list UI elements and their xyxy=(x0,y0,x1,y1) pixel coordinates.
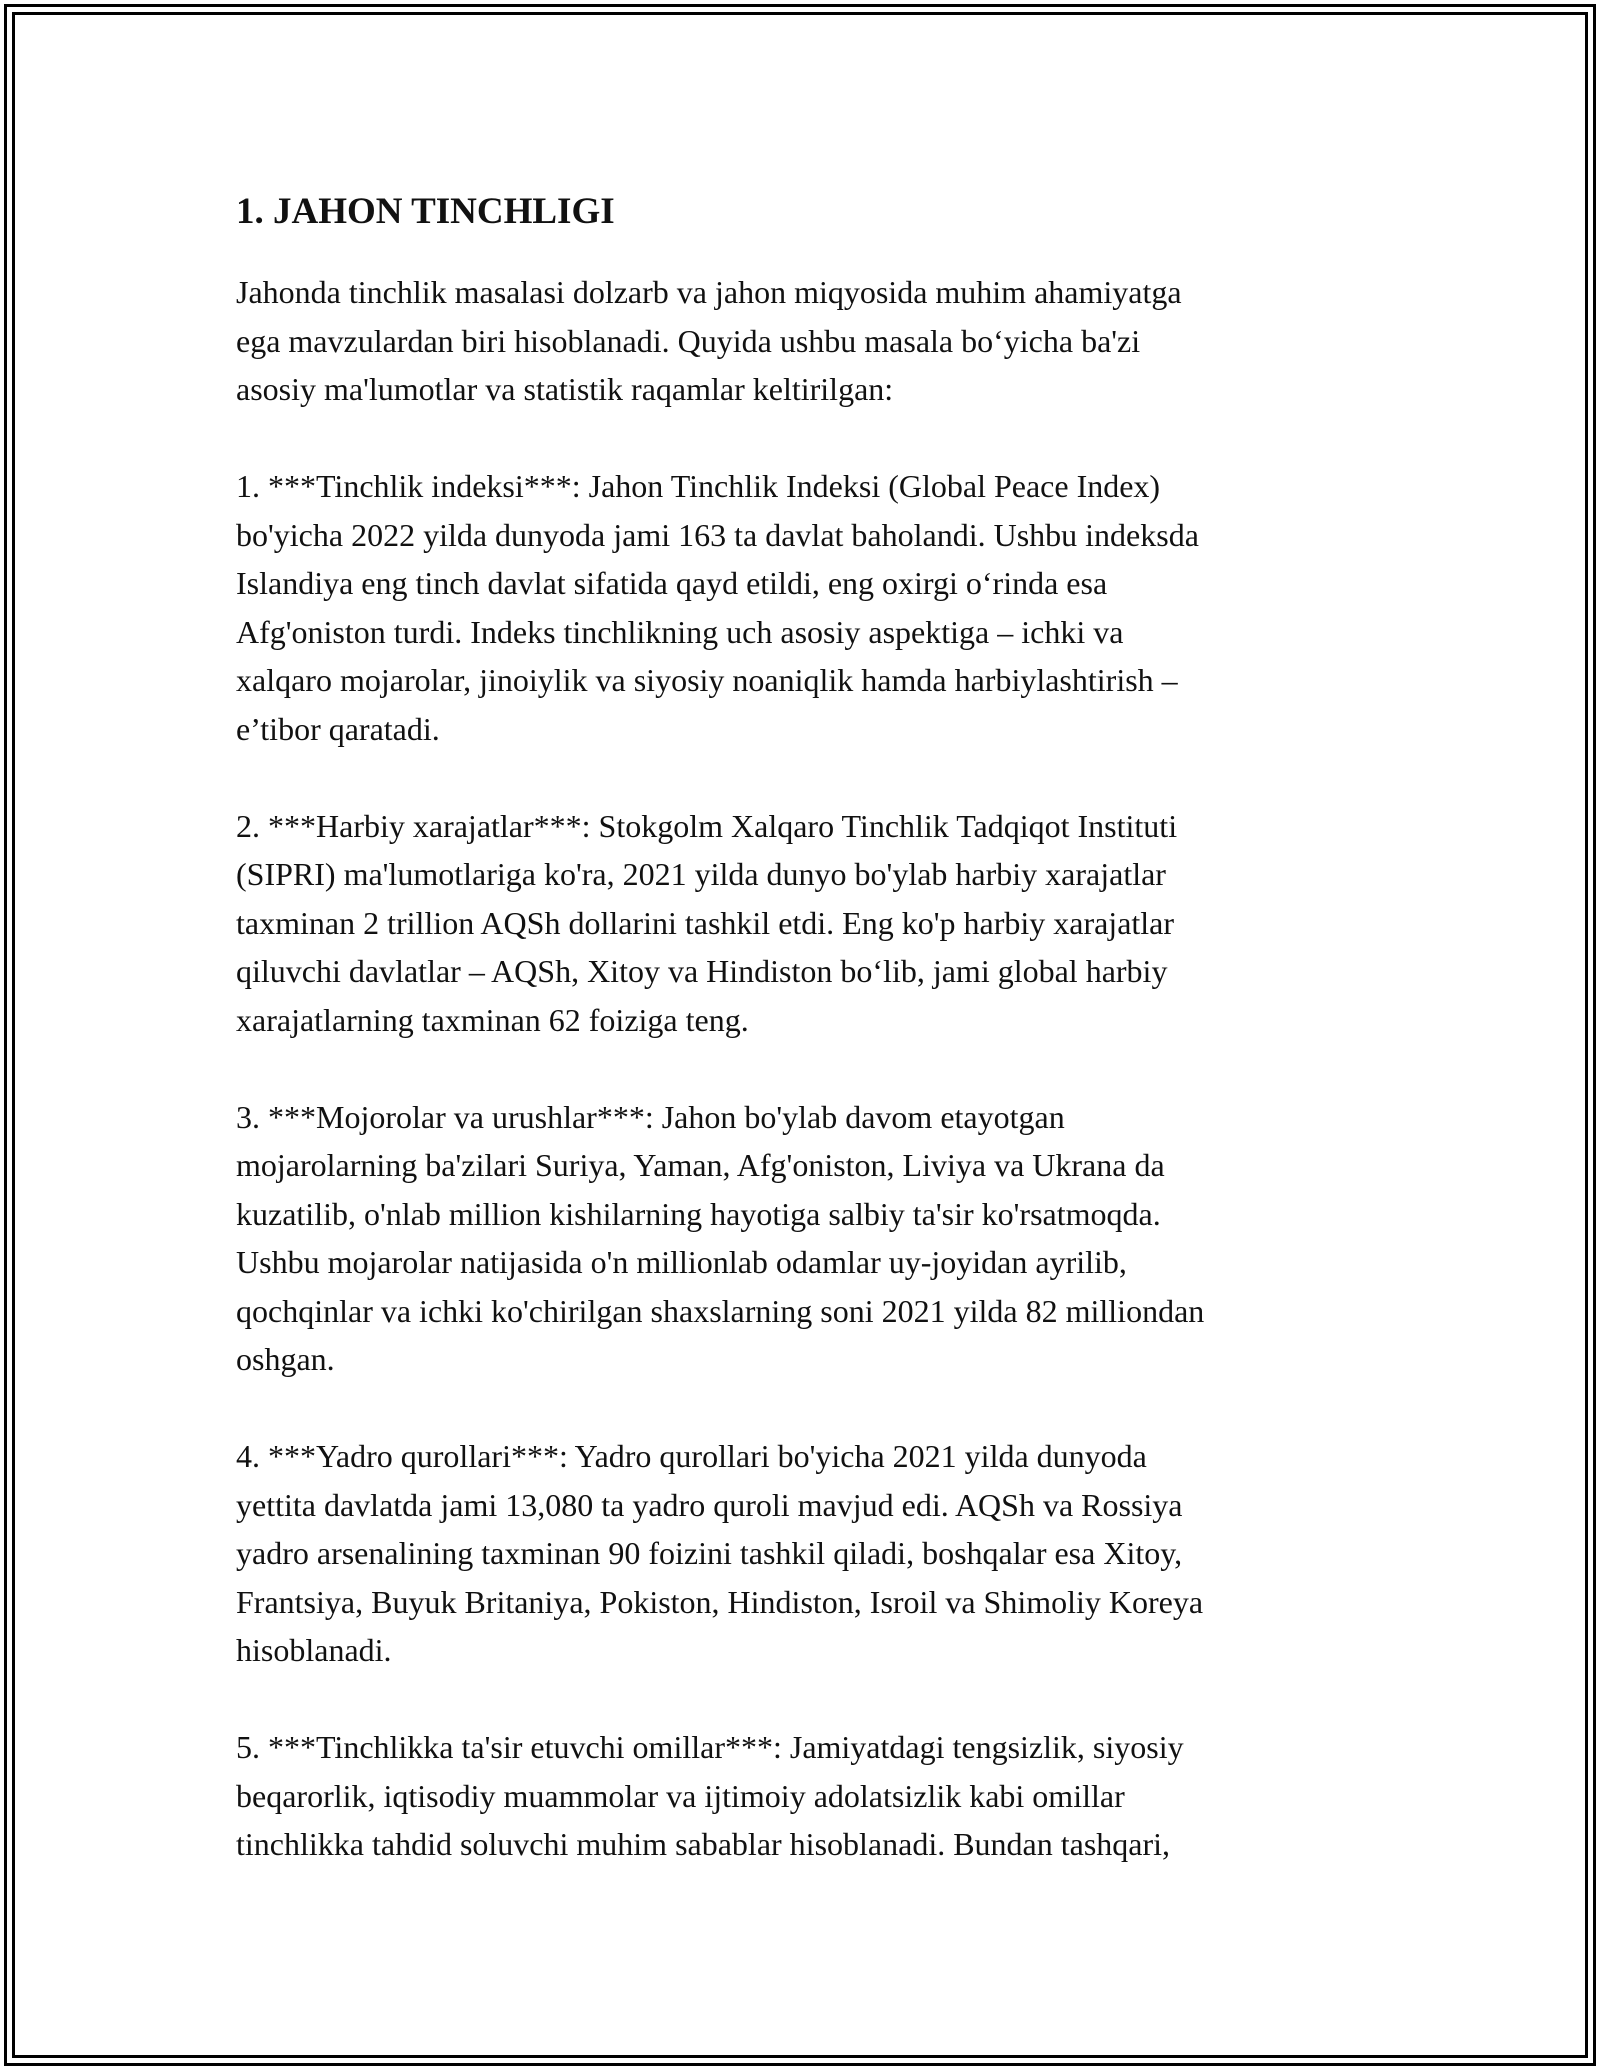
paragraph-line: qiluvchi davlatlar – AQSh, Xitoy va Hindiston bo‘lib, jami global harbiy xyxy=(236,953,1168,989)
military-spending-paragraph xyxy=(236,802,1356,1045)
paragraph-line: kuzatilib, o'nlab million kishilarning hayotiga salbiy ta'sir ko'rsatmoqda. xyxy=(236,1195,1161,1232)
paragraph-line: Frantsiya, Buyuk Britaniya, Pokiston, Hindiston, Isroil va Shimoliy Koreya xyxy=(236,1583,1204,1620)
paragraph-line: oshgan. xyxy=(236,1341,335,1377)
peace-index-paragraph xyxy=(236,462,1356,753)
paragraph-line: bo'yicha 2022 yilda dunyoda jami 163 ta davlat baholandi. Ushbu indeksda xyxy=(236,516,1199,553)
paragraph-line: xalqaro mojarolar, jinoiylik va siyosiy noaniqlik hamda harbiylashtirish – xyxy=(236,662,1178,698)
paragraph-line: mojarolarning ba'zilari Suriya, Yaman, Afg'oniston, Liviya va Ukrana da xyxy=(236,1147,1165,1183)
paragraph-line: Afg'oniston turdi. Indeks tinchlikning uch asosiy aspektiga – ichki va xyxy=(236,613,1124,650)
paragraph-line: Ushbu mojarolar natijasida o'n millionlab odamlar uy-joyidan ayrilib, xyxy=(236,1244,1127,1280)
paragraph-line: 1. ***Tinchlik indeksi***: Jahon Tinchlik Indeksi (Global Peace Index) xyxy=(236,468,1161,504)
paragraph-line: yadro arsenalining taxminan 90 foizini tashkil qiladi, boshqalar esa Xitoy, xyxy=(236,1535,1183,1571)
paragraph-line: yettita davlatda jami 13,080 ta yadro quroli mavjud edi. AQSh va Rossiya xyxy=(236,1486,1183,1523)
paragraph-line: beqarorlik, iqtisodiy muammolar va ijtimoiy adolatsizlik kabi omillar xyxy=(236,1777,1125,1814)
paragraph-line: e’tibor qaratadi. xyxy=(236,710,440,747)
section-heading: 1. JAHON TINCHLIGI xyxy=(236,191,615,232)
paragraph-line: tinchlikka tahdid soluvchi muhim sabablar hisoblanadi. Bundan tashqari, xyxy=(236,1826,1171,1862)
paragraph-line: hisoblanadi. xyxy=(236,1632,392,1668)
paragraph-line: ega mavzulardan biri hisoblanadi. Quyida ushbu masala bo‘yicha ba'zi xyxy=(236,322,1141,359)
conflicts-paragraph xyxy=(236,1093,1356,1384)
peace-factors-paragraph xyxy=(236,1723,1356,1869)
paragraph-line: qochqinlar va ichki ko'chirilgan shaxslarning soni 2021 yilda 82 milliondan xyxy=(236,1292,1205,1329)
nuclear-weapons-paragraph xyxy=(236,1432,1356,1675)
paragraph-line: 5. ***Tinchlikka ta'sir etuvchi omillar***: Jamiyatdagi tengsizlik, siyosiy xyxy=(236,1729,1184,1765)
paragraph-line: 4. ***Yadro qurollari***: Yadro qurollari bo'yicha 2021 yilda dunyoda xyxy=(236,1438,1147,1474)
paragraph-line: 3. ***Mojorolar va urushlar***: Jahon bo'ylab davom etayotgan xyxy=(236,1098,1065,1135)
paragraph-line: (SIPRI) ma'lumotlariga ko'ra, 2021 yilda dunyo bo'ylab harbiy xarajatlar xyxy=(236,856,1166,892)
paragraph-line: Jahonda tinchlik masalasi dolzarb va jahon miqyosida muhim ahamiyatga xyxy=(236,274,1182,310)
paragraph-line: 2. ***Harbiy xarajatlar***: Stokgolm Xalqaro Tinchlik Tadqiqot Instituti xyxy=(236,807,1178,844)
paragraph-line: Islandiya eng tinch davlat sifatida qayd etildi, eng oxirgi o‘rinda esa xyxy=(236,565,1108,601)
paragraph-line: taxminan 2 trillion AQSh dollarini tashkil etdi. Eng ko'p harbiy xarajatlar xyxy=(236,904,1175,941)
intro-paragraph xyxy=(236,268,1356,414)
paragraph-line: asosiy ma'lumotlar va statistik raqamlar keltirilgan: xyxy=(236,371,894,407)
paragraph-line: xarajatlarning taxminan 62 foiziga teng. xyxy=(236,1001,749,1038)
document-page xyxy=(236,186,1356,1917)
